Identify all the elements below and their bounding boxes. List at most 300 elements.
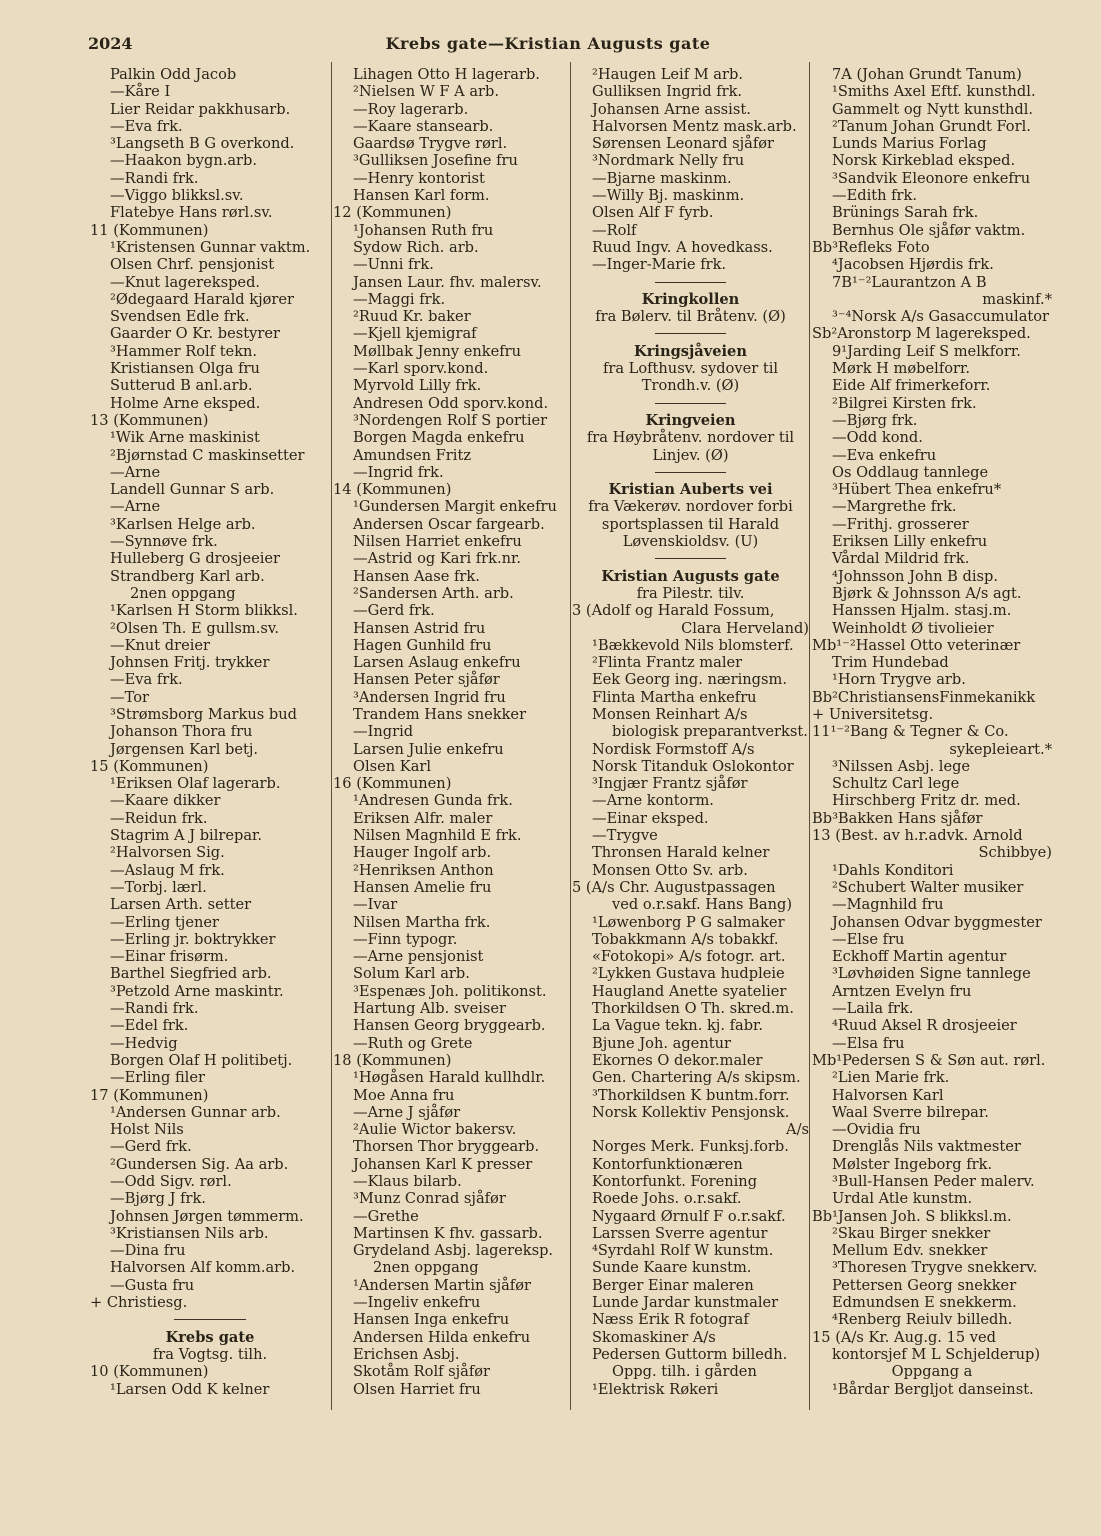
entry-line: Stagrim A J bilrepar. [110,827,263,845]
entry-line: —Henry kontorist [353,169,485,187]
street-description: Løvenskioldsv. (U) [622,533,759,551]
entry-line: —Maggi frk. [353,290,446,308]
entry-line: Ekornes O dekor.maler [592,1051,763,1069]
continuation-line: Schibbye) [978,844,1052,862]
entry-line: Holme Arne eksped. [110,394,261,412]
entry-line: ²Halvorsen Sig. [110,844,225,862]
continuation-line: maskinf.* [982,290,1052,308]
entry-line: Eriksen Lilly enkefru [832,533,988,551]
entry-line: ²Haugen Leif M arb. [592,66,743,83]
column-1 [90,66,330,1416]
street-heading: Kringkollen [641,290,740,308]
entry-line: Andresen Odd sporv.kond. [353,394,549,412]
column-divider [331,62,332,1410]
entry-line: —Trygve [592,827,658,845]
address-line: 3 (Adolf og Harald Fossum, [572,602,775,620]
continuation-line: sykepleieart.* [949,740,1052,758]
entry-line: Johansen Karl K presser [353,1155,533,1173]
entry-line: ¹Bækkevold Nils blomsterf. [592,636,794,654]
entry-line: Halvorsen Alf komm.arb. [110,1259,296,1277]
entry-line: ³Ingjær Frantz sjåfør [592,775,748,793]
address-line: 15 (A/s Kr. Aug.g. 15 ved [812,1328,997,1346]
entry-line: «Fotokopi» A/s fotogr. art. [592,948,786,966]
entry-line: Kontorfunktionæren [592,1155,743,1173]
entry-line: ¹Horn Trygve arb. [832,671,966,689]
entry-line: ¹Løwenborg P G salmaker [592,913,785,931]
address-line: 13 (Best. av h.r.advk. Arnold [812,827,1023,845]
entry-line: —Hedvig [110,1034,178,1052]
entry-line: Thorkildsen O Th. skred.m. [592,1000,794,1018]
entry-line: 7B¹⁻²Laurantzon A B [832,273,987,291]
entry-line: ²Aulie Wictor bakersv. [353,1121,517,1139]
entry-line: Nilsen Harriet enkefru [353,533,522,551]
entry-line: —Erling filer [110,1069,205,1087]
entry-line: —Inger-Marie frk. [592,256,727,274]
entry-line: ³Nordengen Rolf S portier [353,411,548,429]
entry-line: Larsen Arth. setter [110,896,252,914]
entry-line: Johnsen Jørgen tømmerm. [110,1207,304,1225]
entry-line: ⁴Johnsson John B disp. [832,567,999,585]
entry-line: —Ovidia fru [832,1121,921,1139]
entry-line: —Ingeliv enkefru [353,1294,481,1312]
entry-line: Landell Gunnar S arb. [110,481,275,499]
entry-line: Flinta Martha enkefru [592,688,757,706]
address-line: Bb³Bakken Hans sjåfør [812,809,983,827]
entry-line: ¹Andresen Gunda frk. [353,792,513,810]
entry-line: Haugland Anette syatelier [592,982,787,1000]
entry-line: ³⁻⁴Norsk A/s Gasaccumulator [832,308,1050,326]
entry-line: Bernhus Ole sjåfør vaktm. [832,221,1026,239]
entry-line: Weinholdt Ø tivolieier [832,619,994,637]
entry-line: Olsen Alf F fyrb. [592,204,714,222]
page-number: 2024 [88,34,133,53]
address-line: + Universitetsg. [812,705,934,723]
entry-line: ²Henriksen Anthon [353,861,494,879]
entry-line: —Unni frk. [353,256,434,274]
entry-line: Andersen Hilda enkefru [353,1328,531,1346]
entry-line: kontorsjef M L Schjelderup) [832,1345,1041,1363]
entry-line: ³Strømsborg Markus bud [110,705,297,723]
entry-line: Gulliksen Ingrid frk. [592,83,743,101]
entry-line: Gammelt og Nytt kunsthdl. [832,100,1034,118]
section-divider [90,1311,330,1328]
entry-line: —Viggo blikksl.sv. [110,187,244,205]
entry-line: Lier Reidar pakkhusarb. [110,100,291,118]
entry-line: Flatebye Hans rørl.sv. [110,204,273,222]
section-divider [572,550,809,567]
entry-line: —Haakon bygn.arb. [110,152,258,170]
entry-line: ²Ruud Kr. baker [353,308,471,326]
entry-line: Eek Georg ing. næringsm. [592,671,787,689]
entry-line: —Erling jr. boktrykker [110,930,276,948]
entry-line: ²Flinta Frantz maler [592,654,743,672]
section-divider [572,325,809,342]
column-2 [333,66,570,1416]
entry-line: —Arne pensjonist [353,948,484,966]
entry-line: —Ruth og Grete [353,1034,473,1052]
entry-line: —Eva frk. [110,671,183,689]
entry-line: Arntzen Evelyn fru [832,982,972,1000]
entry-line: ¹Smiths Axel Eftf. kunsthdl. [832,83,1036,101]
entry-line: —Bjørg frk. [832,411,918,429]
continuation-line: Clara Herveland) [681,619,809,637]
entry-line: Hartung Alb. sveiser [353,1000,507,1018]
address-line: Mb¹Pedersen S & Søn aut. rørl. [812,1051,1046,1069]
street-description: fra Vækerøv. nordover forbi [588,498,793,516]
entry-line: Hansen Peter sjåfør [353,671,500,689]
entry-line: Thronsen Harald kelner [592,844,770,862]
entry-line: Bjørk & Johnsson A/s agt. [832,584,1022,602]
entry-line: —Edel frk. [110,1017,189,1035]
entry-line: —Torbj. lærl. [110,878,207,896]
entry-line: Erichsen Asbj. [353,1345,460,1363]
address-line: Sb²Aronstorp M lagereksped. [812,325,1031,343]
entry-line: Larssen Sverre agentur [592,1224,768,1242]
indented-note: Oppg. tilh. i gården [612,1363,757,1381]
entry-line: Sørensen Leonard sjåfør [592,135,775,153]
entry-line: —Astrid og Kari frk.nr. [353,550,522,568]
entry-line: Sutterud B anl.arb. [110,377,253,395]
entry-line: Hauger Ingolf arb. [353,844,492,862]
entry-line: —Tor [110,688,149,706]
entry-line: ³Nordmark Nelly fru [592,152,745,170]
entry-line: Olsen Harriet fru [353,1380,481,1398]
entry-line: Grydeland Asbj. lagereksp. [353,1242,554,1260]
entry-line: Norges Merk. Funksj.forb. [592,1138,789,1156]
entry-line: Norsk Titanduk Oslokontor [592,757,794,775]
entry-line: Johansen Odvar byggmester [832,913,1042,931]
entry-line: ³Hammer Rolf tekn. [110,342,258,360]
address-line: 18 (Kommunen) [333,1051,452,1069]
entry-line: Eide Alf frimerkeforr. [832,377,991,395]
entry-line: Hansen Astrid fru [353,619,486,637]
street-description: fra Lofthusv. sydover til [602,360,779,378]
entry-line: —Arne J sjåfør [353,1103,461,1121]
entry-line: —Bjarne maskinm. [592,169,732,187]
entry-line: Pedersen Guttorm billedh. [592,1345,788,1363]
entry-line: —Ingrid frk. [353,463,444,481]
page-header [88,34,1008,56]
street-description: fra Høybråtenv. nordover til [586,429,795,447]
entry-line: Halvorsen Karl [832,1086,944,1104]
entry-line: Eriksen Alfr. maler [353,809,493,827]
section-divider [572,395,809,412]
entry-line: Gaardsø Trygve rørl. [353,135,508,153]
entry-line: Bjune Joh. agentur [592,1034,731,1052]
entry-line: ¹Larsen Odd K kelner [110,1380,270,1398]
entry-line: ³Espenæs Joh. politikonst. [353,982,547,1000]
entry-line: —Odd Sigv. rørl. [110,1173,232,1190]
entry-line: —Gerd frk. [353,602,435,620]
column-4 [812,66,1052,1416]
entry-line: ³Karlsen Helge arb. [110,515,256,533]
entry-line: ¹Kristensen Gunnar vaktm. [110,238,311,256]
entry-line: Borgen Magda enkefru [353,429,525,447]
entry-line: Amundsen Fritz [353,446,472,464]
entry-line: Skomaskiner A/s [592,1328,716,1346]
entry-line: —Eva enkefru [832,446,937,464]
entry-line: Lunds Marius Forlag [832,135,987,153]
entry-line: Svendsen Edle frk. [110,308,250,326]
address-line: + Christiesg. [90,1294,188,1312]
indented-note: biologisk preparantverkst. [612,723,808,741]
entry-line: Edmundsen E snekkerm. [832,1294,1017,1312]
entry-line: —Kåre I [110,83,171,101]
entry-line: Thorsen Thor bryggearb. [353,1138,540,1156]
entry-line: Andersen Oscar fargearb. [353,515,545,533]
entry-line: Tobakkmann A/s tobakkf. [592,930,779,948]
street-description: Oppgang a [891,1363,973,1381]
entry-line: ¹Wik Arne maskinist [110,429,260,447]
entry-line: —Dina fru [110,1242,186,1260]
entry-line: Lunde Jardar kunstmaler [592,1294,779,1312]
entry-line: ⁴Ruud Aksel R drosjeeier [832,1017,1017,1035]
entry-line: ²Lien Marie frk. [832,1069,950,1087]
entry-line: —Eva frk. [110,117,183,135]
address-line: Bb¹Jansen Joh. S blikksl.m. [812,1207,1012,1225]
entry-line: —Elsa fru [832,1034,905,1052]
entry-line: 9¹Jarding Leif S melkforr. [832,342,1021,360]
entry-line: ¹Gundersen Margit enkefru [353,498,557,516]
entry-line: ¹Andersen Gunnar arb. [110,1103,281,1121]
entry-line: ³Andersen Ingrid fru [353,688,506,706]
entry-line: Olsen Karl [353,757,432,775]
entry-line: Nygaard Ørnulf F o.r.sakf. [592,1207,786,1225]
address-line: 17 (Kommunen) [90,1086,209,1104]
entry-line: Pettersen Georg snekker [832,1276,1017,1294]
entry-line: Barthel Siegfried arb. [110,965,272,983]
entry-line: —Einar frisørm. [110,948,229,966]
entry-line: ³Nilssen Asbj. lege [832,757,971,775]
entry-line: —Gerd frk. [110,1138,192,1156]
entry-line: —Finn typogr. [353,930,458,948]
entry-line: ³Sandvik Eleonore enkefru [832,169,1031,187]
entry-line: Ruud Ingv. A hovedkass. [592,238,773,256]
entry-line: Drenglås Nils vaktmester [832,1138,1021,1156]
street-heading: Kristian Augusts gate [601,567,780,585]
entry-line: Trim Hundebad [832,654,949,672]
entry-line: Strandberg Karl arb. [110,567,265,585]
entry-line: Gaarder O Kr. bestyrer [110,325,280,343]
entry-line: —Synnøve frk. [110,533,218,551]
entry-line: ²Lykken Gustava hudpleie [592,965,785,983]
section-divider [572,274,809,291]
entry-line: —Klaus bilarb. [353,1173,462,1190]
entry-line: Martinsen K fhv. gassarb. [353,1224,543,1242]
entry-line: Urdal Atle kunstm. [832,1190,973,1208]
entry-line: —Gusta fru [110,1276,195,1294]
entry-line: Brünings Sarah frk. [832,204,979,222]
entry-line: Jansen Laur. fhv. malersv. [353,273,542,291]
entry-line: Næss Erik R fotograf [592,1311,749,1329]
entry-line: Kristiansen Olga fru [110,360,260,378]
entry-line: —Grethe [353,1207,419,1225]
entry-line: ¹Elektrisk Røkeri [592,1380,719,1398]
street-description: fra Vogtsg. tilh. [152,1345,268,1363]
entry-line: —Ivar [353,896,398,914]
entry-line: Schultz Carl lege [832,775,960,793]
entry-line: —Margrethe frk. [832,498,957,516]
entry-line: —Bjørg J frk. [110,1190,206,1208]
entry-line: ¹Høgåsen Harald kullhdlr. [353,1069,546,1087]
entry-line: 7A (Johan Grundt Tanum) [832,66,1022,83]
entry-line: Møllbak Jenny enkefru [353,342,522,360]
entry-line: Eckhoff Martin agentur [832,948,1007,966]
entry-line: Gen. Chartering A/s skipsm. [592,1069,801,1087]
entry-line: —Willy Bj. maskinm. [592,187,745,205]
entry-line: ³Thoresen Trygve snekkerv. [832,1259,1038,1277]
column-divider [570,62,571,1410]
street-description: Linjev. (Ø) [652,446,729,464]
entry-line: Hansen Inga enkefru [353,1311,510,1329]
entry-line: Hanssen Hjalm. stasj.m. [832,602,1012,620]
entry-line: ⁴Jacobsen Hjørdis frk. [832,256,994,274]
entry-line: ¹Andersen Martin sjåfør [353,1276,531,1294]
entry-line: ²Olsen Th. E gullsm.sv. [110,619,280,637]
entry-line: ¹Karlsen H Storm blikksl. [110,602,298,620]
entry-line: ³Gulliksen Josefine fru [353,152,518,170]
entry-line: —Rolf [592,221,637,239]
column-3 [572,66,809,1416]
entry-line: ³Løvhøiden Signe tannlege [832,965,1031,983]
entry-line: —Reidun frk. [110,809,208,827]
entry-line: ¹Johansen Ruth fru [353,221,494,239]
entry-line: Norsk Kirkeblad eksped. [832,152,1016,170]
address-line: Bb³Refleks Foto [812,238,930,256]
entry-line: —Randi frk. [110,1000,199,1018]
entry-line: Os Oddlaug tannlege [832,463,989,481]
entry-line: Nordisk Formstoff A/s [592,740,755,758]
address-line: 13 (Kommunen) [90,411,209,429]
entry-line: ³Hübert Thea enkefru* [832,481,1002,499]
entry-line: Vårdal Mildrid frk. [832,550,970,568]
indented-note: ved o.r.sakf. Hans Bang) [612,896,793,914]
entry-line: Borgen Olaf H politibetj. [110,1051,293,1069]
address-line: 11¹⁻²Bang & Tegner & Co. [812,723,1009,741]
street-heading: Kringsjåveien [634,342,747,360]
entry-line: Hansen Karl form. [353,187,490,205]
entry-line: Berger Einar maleren [592,1276,754,1294]
entry-line: ³Petzold Arne maskintr. [110,982,284,1000]
street-heading: Kristian Auberts vei [608,481,773,499]
entry-line: ¹Bårdar Bergljot danseinst. [832,1380,1034,1398]
street-description: fra Pilestr. tilv. [636,584,745,602]
entry-line: Monsen Otto Sv. arb. [592,861,748,879]
section-divider [572,464,809,481]
street-description: fra Bølerv. til Bråtenv. (Ø) [595,308,786,326]
entry-line: —Arne [110,498,161,516]
entry-line: Skotåm Rolf sjåfør [353,1363,491,1381]
entry-line: La Vague tekn. kj. fabr. [592,1017,764,1035]
entry-line: —Erling tjener [110,913,219,931]
entry-line: —Aslaug M frk. [110,861,225,879]
entry-line: —Laila frk. [832,1000,914,1018]
address-line: 10 (Kommunen) [90,1363,209,1381]
entry-line: Roede Johs. o.r.sakf. [592,1190,742,1208]
entry-line: —Randi frk. [110,169,199,187]
entry-line: —Else fru [832,930,905,948]
entry-line: —Karl sporv.kond. [353,360,489,378]
entry-line: Johnsen Fritj. trykker [110,654,270,672]
entry-line: Sydow Rich. arb. [353,238,479,256]
address-line: 14 (Kommunen) [333,481,452,499]
entry-line: ¹Eriksen Olaf lagerarb. [110,775,281,793]
entry-line: ²Schubert Walter musiker [832,878,1024,896]
entry-line: —Knut dreier [110,636,211,654]
entry-line: Olsen Chrf. pensjonist [110,256,275,274]
entry-line: —Arne [110,463,161,481]
entry-line: Holst Nils [110,1121,184,1139]
entry-line: ²Skau Birger snekker [832,1224,991,1242]
entry-line: Solum Karl arb. [353,965,470,983]
entry-line: —Kaare dikker [110,792,221,810]
entry-line: ²Bilgrei Kirsten frk. [832,394,977,412]
street-heading: Krebs gate [165,1328,255,1346]
address-line: 12 (Kommunen) [333,204,452,222]
entry-line: Johansen Arne assist. [592,100,751,118]
entry-line: —Edith frk. [832,187,918,205]
entry-line: ²Sandersen Arth. arb. [353,584,514,602]
entry-line: —Magnhild fru [832,896,944,914]
entry-line: ²Ødegaard Harald kjører [110,290,294,308]
entry-line: —Knut lagereksped. [110,273,261,291]
entry-line: ³Munz Conrad sjåfør [353,1190,506,1208]
entry-line: Johanson Thora fru [110,723,253,741]
entry-line: ⁴Syrdahl Rolf W kunstm. [592,1242,774,1260]
entry-line: —Odd kond. [832,429,923,447]
entry-line: —Arne kontorm. [592,792,714,810]
entry-line: Jørgensen Karl betj. [110,740,259,758]
street-description: Trondh.v. (Ø) [641,377,740,395]
entry-line: Myrvold Lilly frk. [353,377,482,395]
address-line: 5 (A/s Chr. Augustpassagen [572,878,776,896]
entry-line: Hagen Gunhild fru [353,636,492,654]
entry-line: ¹Dahls Konditori [832,861,954,879]
entry-line: Hulleberg G drosjeeier [110,550,281,568]
address-line: Mb¹⁻²Hassel Otto veterinær [812,636,1021,654]
entry-line: —Kaare stansearb. [353,117,494,135]
entry-line: Monsen Reinhart A/s [592,705,748,723]
entry-line: Mølster Ingeborg frk. [832,1155,993,1173]
column-divider [809,62,810,1410]
continuation-line: A/s [786,1121,809,1139]
indented-note: 2nen oppgang [130,584,236,602]
street-description: sportsplassen til Harald [601,515,780,533]
entry-line: Kontorfunkt. Forening [592,1173,758,1190]
address-line: 16 (Kommunen) [333,775,452,793]
entry-line: ³Langseth B G overkond. [110,135,295,153]
entry-line: Norsk Kollektiv Pensjonsk. [592,1103,790,1121]
entry-line: —Frithj. grosserer [832,515,969,533]
entry-line: Moe Anna fru [353,1086,455,1104]
entry-line: Hansen Amelie fru [353,878,492,896]
entry-line: Hirschberg Fritz dr. med. [832,792,1021,810]
entry-line: —Ingrid [353,723,414,741]
street-heading: Kringveien [645,411,736,429]
entry-line: Palkin Odd Jacob [110,66,237,83]
entry-line: Hansen Georg bryggearb. [353,1017,546,1035]
entry-line: Mellum Edv. snekker [832,1242,988,1260]
entry-line: ²Nielsen W F A arb. [353,83,499,101]
address-line: 11 (Kommunen) [90,221,209,239]
entry-line: —Kjell kjemigraf [353,325,477,343]
entry-line: Waal Sverre bilrepar. [832,1103,989,1121]
address-line: Bb²ChristiansensFinmekanikk [812,688,1036,706]
entry-line: ³Thorkildsen K buntm.forr. [592,1086,790,1104]
entry-line: ³Kristiansen Nils arb. [110,1224,269,1242]
indented-note: 2nen oppgang [373,1259,479,1277]
entry-line: Larsen Julie enkefru [353,740,504,758]
